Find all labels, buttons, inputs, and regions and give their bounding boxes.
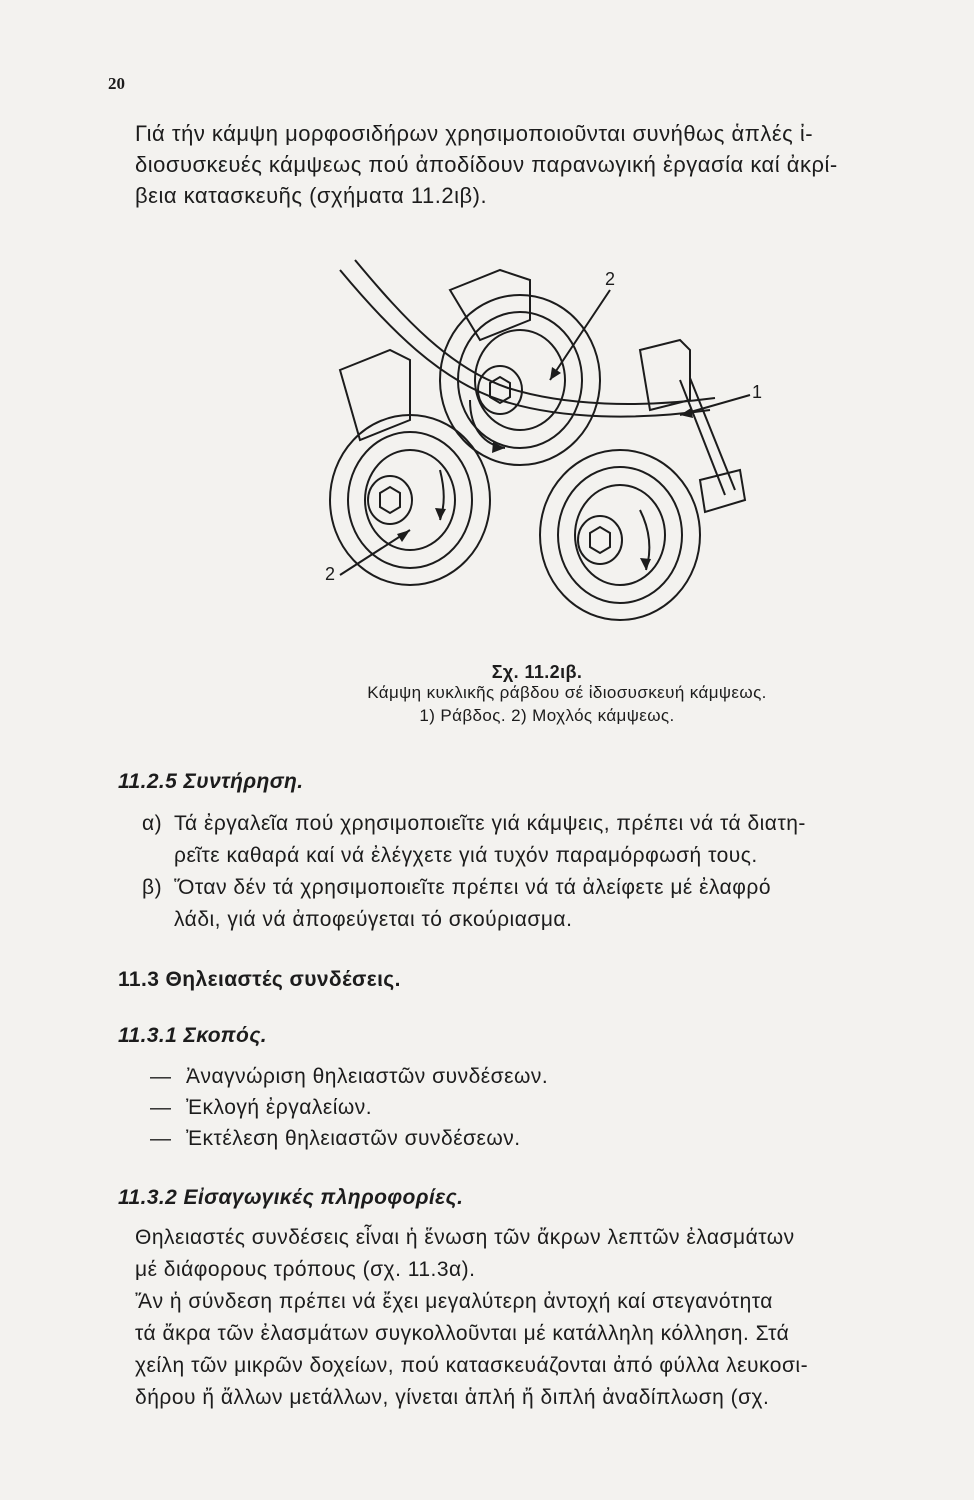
figure-label-2-top: 2 xyxy=(605,269,616,289)
top-roller xyxy=(440,295,600,465)
dash-marker: — xyxy=(150,1065,172,1088)
item-line: ρεῖτε καθαρά καί νά ἐλέγχετε γιά τυχόν παραμόρφωσή τους. xyxy=(174,844,758,867)
maintenance-item-a xyxy=(142,808,932,872)
frame-block-left xyxy=(340,350,410,440)
info-line-2: μέ διάφορους τρόπους (σχ. 11.3α). xyxy=(135,1258,476,1281)
figure-caption-line-2: 1) Ράβδος. 2) Μοχλός κάμψεως. xyxy=(419,706,675,725)
figure-label-1: 1 xyxy=(752,382,763,402)
dash-marker: — xyxy=(150,1127,172,1150)
left-roller xyxy=(330,415,490,585)
info-line-6: δήρου ἤ ἄλλων μετάλλων, γίνεται ἁπλή ἤ διπλή ἀναδίπλωση (σχ. xyxy=(135,1386,770,1409)
bending-device-figure xyxy=(280,250,780,650)
intro-info-paragraph xyxy=(135,1222,935,1414)
info-line-5: χείλη τῶν μικρῶν δοχείων, πού κατασκευάζονται ἀπό φύλλα λευκοσι- xyxy=(135,1354,809,1377)
page-number: 20 xyxy=(108,74,125,93)
figure-caption-line-1: Κάμψη κυκλικῆς ράβδου σέ ἰδιοσυσκευή κάμψεως. xyxy=(367,683,767,702)
frame-block-right xyxy=(640,340,690,410)
purpose-item xyxy=(150,1096,372,1120)
figure-label-2-bottom: 2 xyxy=(325,564,336,584)
dash-marker: — xyxy=(150,1096,172,1119)
right-roller xyxy=(540,450,700,620)
item-marker: β) xyxy=(142,876,163,899)
intro-paragraph xyxy=(135,118,925,211)
item-line: Ὅταν δέν τά χρησιμοποιεῖτε πρέπει νά τά ἀλείφετε μέ ἐλαφρό xyxy=(174,876,772,899)
item-marker: α) xyxy=(142,812,163,835)
maintenance-item-b xyxy=(142,872,932,936)
figure-caption-title: Σχ. 11.2ιβ. xyxy=(491,662,583,682)
item-line: Τά ἐργαλεῖα πού χρησιμοποιεῖτε γιά κάμψεις, πρέπει νά τά διατη- xyxy=(174,812,806,835)
section-heading-11-2-5: 11.2.5 Συντήρηση. xyxy=(118,770,304,793)
intro-line-3: βεια κατασκευῆς (σχήματα 11.2ιβ). xyxy=(135,183,488,208)
intro-line-1: Γιά τήν κάμψη μορφοσιδήρων χρησιμοποιοῦνται συνήθως ἁπλές ἰ- xyxy=(135,121,814,146)
section-heading-11-3-1: 11.3.1 Σκοπός. xyxy=(118,1024,268,1047)
purpose-item xyxy=(150,1127,521,1151)
info-line-4: τά ἄκρα τῶν ἐλασμάτων συγκολλοῦνται μέ κατάλληλη κόλληση. Στά xyxy=(135,1322,790,1345)
purpose-item-text: Ἀναγνώριση θηλειαστῶν συνδέσεων. xyxy=(186,1065,549,1088)
section-heading-11-3: 11.3 Θηλειαστές συνδέσεις. xyxy=(118,968,401,991)
purpose-item-text: Ἐκλογή ἐργαλείων. xyxy=(186,1096,373,1119)
section-heading-11-3-2: 11.3.2 Εἰσαγωγικές πληροφορίες. xyxy=(118,1186,464,1209)
info-line-3: Ἄν ἡ σύνδεση πρέπει νά ἔχει μεγαλύτερη ἀντοχή καί στεγανότητα xyxy=(135,1290,773,1313)
info-line-1: Θηλειαστές συνδέσεις εἶναι ἡ ἕνωση τῶν ἄκρων λεπτῶν ἐλασμάτων xyxy=(135,1226,795,1249)
item-line: λάδι, γιά νά ἀποφεύγεται τό σκούριασμα. xyxy=(174,908,573,931)
rod-curve xyxy=(340,270,710,417)
intro-line-2: διοσυσκευές κάμψεως πού ἀποδίδουν παρανωγική ἐργασία καί ἀκρί- xyxy=(135,152,838,177)
purpose-item xyxy=(150,1065,548,1089)
purpose-item-text: Ἐκτέλεση θηλειαστῶν συνδέσεων. xyxy=(186,1127,521,1150)
